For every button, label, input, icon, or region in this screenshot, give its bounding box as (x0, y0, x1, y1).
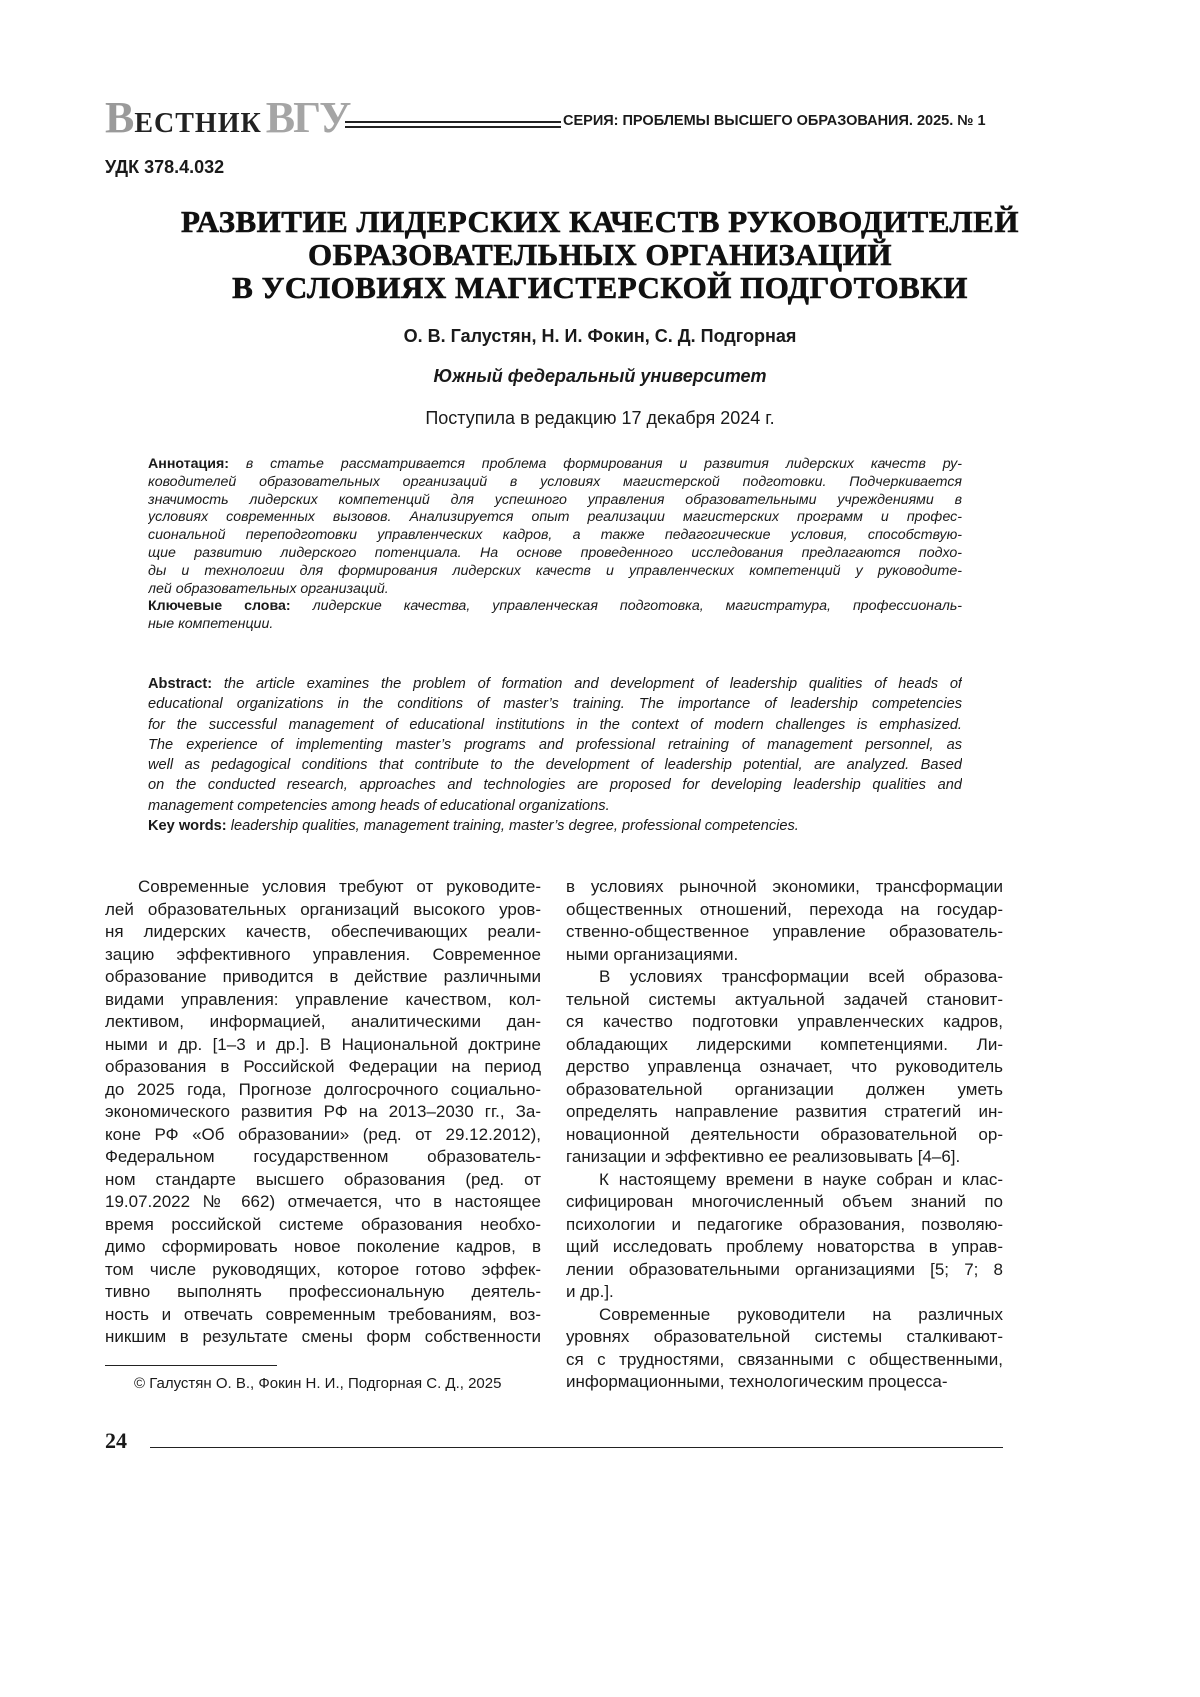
text-line: до 2025 года, Прогнозе долгосрочного социально- (105, 1079, 541, 1102)
text-line: и др.]. (566, 1281, 1003, 1304)
text-line: обладающих лидерскими компетенциями. Ли- (566, 1034, 1003, 1057)
logo-abbr: ВГУ (266, 93, 350, 142)
text-line: психологии и педагогике образования, позволяю- (566, 1214, 1003, 1237)
text-line: ганизации и эффективно ее реализовывать [4–6]. (566, 1146, 1003, 1169)
section-label: Аннотация: (148, 456, 229, 472)
text-line: ды и технологии для формирования лидерских качеств и управленческих компетенций у руководите- (148, 563, 962, 581)
text-line: значимость лидерских компетенций для успешного управления образовательными учреждениями в (148, 492, 962, 510)
text-line: ся с трудностями, связанными с общественными, (566, 1349, 1003, 1372)
text-line: ном стандарте высшего образования (ред. от (105, 1169, 541, 1192)
english-abstract (148, 674, 962, 836)
authors: О. В. Галустян, Н. И. Фокин, С. Д. Подгорная (0, 326, 1200, 347)
page-number: 24 (105, 1428, 127, 1454)
copyright-footnote: © Галустян О. В., Фокин Н. И., Подгорная С. Д., 2025 (134, 1375, 501, 1392)
text-line: well as pedagogical conditions that contribute to the development of leadership potential, are analyzed. Based (148, 755, 962, 775)
footer-rule (150, 1447, 1003, 1448)
text-line: общественных отношений, перехода на государ- (566, 899, 1003, 922)
text-line: том числе руководящих, которое готово эффек- (105, 1259, 541, 1282)
text-line: ные компетенции. (148, 616, 962, 634)
line-text: лидерские качества, управленческая подготовка, магистратура, профессиональ- (291, 598, 962, 614)
title-line: В УСЛОВИЯХ МАГИСТЕРСКОЙ ПОДГОТОВКИ (100, 271, 1100, 304)
text-line (148, 816, 962, 836)
text-line: В условиях трансформации всей образова- (566, 966, 1003, 989)
logo-initial: В (105, 93, 134, 142)
text-line: 19.07.2022 № 662) отмечается, что в настоящее (105, 1191, 541, 1214)
title-line: ОБРАЗОВАТЕЛЬНЫХ ОРГАНИЗАЦИЙ (100, 238, 1100, 271)
text-line: информационными, технологическим процесса- (566, 1371, 1003, 1394)
text-line: никшим в результате смены форм собственности (105, 1326, 541, 1349)
udk-code: УДК 378.4.032 (105, 157, 224, 178)
text-line: экономического развития РФ на 2013–2030 гг., За- (105, 1101, 541, 1124)
text-line: educational organizations in the conditions of master’s training. The importance of leadership competencies (148, 694, 962, 714)
text-line: лей образовательных организаций высокого уров- (105, 899, 541, 922)
body-column-left (105, 876, 541, 1349)
text-line: щие развитию лидерского потенциала. На основе проведенного исследования предлагаются подхо- (148, 545, 962, 563)
text-line: сифицирован многочисленный объем знаний по (566, 1191, 1003, 1214)
text-line: лении образовательными организациями [5; 7; 8 (566, 1259, 1003, 1282)
line-text: leadership qualities, management training, master’s degree, professional competencies. (227, 818, 799, 834)
text-line: димо сформировать новое поколение кадров, в (105, 1236, 541, 1259)
text-line: К настоящему времени в науке собран и клас- (566, 1169, 1003, 1192)
text-line: время российской системе образования необхо- (105, 1214, 541, 1237)
russian-abstract (148, 456, 962, 634)
journal-logo (105, 92, 349, 143)
body-column-right (566, 876, 1003, 1394)
text-line (148, 598, 962, 616)
text-line (148, 456, 962, 474)
text-line: дерство управленца означает, что руководитель (566, 1056, 1003, 1079)
text-line: тивно выполнять профессиональную деятель- (105, 1281, 541, 1304)
text-line: ными и др. [1–3 и др.]. В Национальной доктрине (105, 1034, 541, 1057)
footnote-rule (105, 1365, 277, 1366)
text-line: сиональной переподготовки управленческих кадров, а также педагогические условия, способствую- (148, 527, 962, 545)
text-line: ственно-общественное управление образователь- (566, 921, 1003, 944)
text-line: коне РФ «Об образовании» (ред. от 29.12.2012), (105, 1124, 541, 1147)
text-line: видами управления: управление качеством, кол- (105, 989, 541, 1012)
text-line: в условиях рыночной экономики, трансформации (566, 876, 1003, 899)
text-line: образование приводится в действие различными (105, 966, 541, 989)
text-line: лей образовательных организаций. (148, 581, 962, 599)
header-double-rule (345, 121, 561, 128)
affiliation: Южный федеральный университет (0, 366, 1200, 387)
text-line: образования в Российской Федерации на период (105, 1056, 541, 1079)
text-line: уровнях образовательной системы сталкивают- (566, 1326, 1003, 1349)
text-line: for the successful management of educational institutions in the context of modern challenges is emphasized. (148, 715, 962, 735)
line-text: в статье рассматривается проблема формирования и развития лидерских качеств ру- (229, 456, 962, 472)
text-line: Федеральном государственном образователь- (105, 1146, 541, 1169)
text-line: условиях современных вызовов. Анализируется опыт реализации магистерских программ и профес- (148, 509, 962, 527)
text-line: лективом, информацией, аналитическими дан- (105, 1011, 541, 1034)
received-date: Поступила в редакцию 17 декабря 2024 г. (0, 408, 1200, 429)
section-label: Ключевые слова: (148, 598, 291, 614)
text-line: новационной деятельности образовательной ор- (566, 1124, 1003, 1147)
logo-rest: ЕСТНИК (134, 108, 261, 139)
text-line: ность и отвечать современным требованиям, воз- (105, 1304, 541, 1327)
text-line: ся качество подготовки управленческих кадров, (566, 1011, 1003, 1034)
text-line: ководителей образовательных организаций в условиях магистерской подготовки. Подчеркивается (148, 474, 962, 492)
text-line: зацию эффективного управления. Современное (105, 944, 541, 967)
section-label: Key words: (148, 818, 227, 834)
text-line: образовательной организации должен уметь (566, 1079, 1003, 1102)
text-line: тельной системы актуальной задачей становит- (566, 989, 1003, 1012)
section-label: Abstract: (148, 676, 212, 692)
text-line: management competencies among heads of educational organizations. (148, 796, 962, 816)
journal-series: СЕРИЯ: ПРОБЛЕМЫ ВЫСШЕГО ОБРАЗОВАНИЯ. 2025. № 1 (563, 113, 986, 129)
text-line: Современные руководители на различных (566, 1304, 1003, 1327)
text-line: определять направление развития стратегий ин- (566, 1101, 1003, 1124)
title-line: РАЗВИТИЕ ЛИДЕРСКИХ КАЧЕСТВ РУКОВОДИТЕЛЕЙ (100, 205, 1100, 238)
text-line: The experience of implementing master’s programs and professional retraining of management personnel, as (148, 735, 962, 755)
text-line (148, 674, 962, 694)
text-line: Современные условия требуют от руководите- (105, 876, 541, 899)
line-text: the article examines the problem of formation and development of leadership qualities of heads of (212, 676, 962, 692)
text-line: ными организациями. (566, 944, 1003, 967)
text-line: ня лидерских качеств, обеспечивающих реали- (105, 921, 541, 944)
text-line: on the conducted research, approaches and technologies are proposed for developing leadership qualities and (148, 775, 962, 795)
text-line: щий исследовать проблему новаторства в управ- (566, 1236, 1003, 1259)
article-title (100, 205, 1100, 304)
